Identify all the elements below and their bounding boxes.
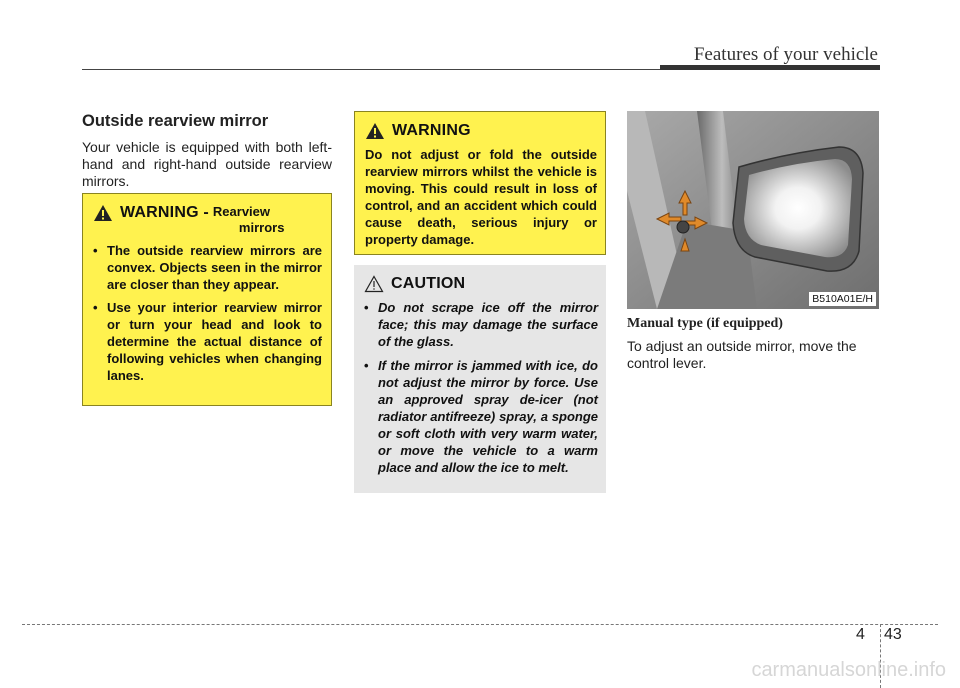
page-number: 43 xyxy=(884,626,902,643)
caution-header xyxy=(364,275,598,293)
header-rule-accent xyxy=(660,65,880,70)
warning-label: WARNING xyxy=(392,122,471,139)
caution-list xyxy=(364,299,598,476)
section-body: Your vehicle is equipped with both left-hand and right-hand outside rearview mirrors. xyxy=(82,139,332,189)
caution-box xyxy=(354,265,606,493)
warning-text: Do not adjust or fold the outside rearview mirrors whilst the vehicle is moving. This could result in loss of control, and an accident which could cause death, serious injury or property damage. xyxy=(365,147,597,247)
mirror-control-illustration xyxy=(627,111,879,309)
warning-list xyxy=(93,242,322,384)
warning-box-fold xyxy=(354,111,606,255)
watermark-text: carmanualsonline.info xyxy=(751,659,946,681)
warning-item: • The outside rearview mirrors are convex. Objects seen in the mirror are closer than they appear. xyxy=(93,242,322,293)
warning-subtitle-line2: mirrors xyxy=(238,220,285,235)
figure-code: B510A01E/H xyxy=(809,292,876,306)
section-title: Outside rearview mirror xyxy=(82,112,269,130)
warning-triangle-icon xyxy=(93,204,113,222)
manual-type-section xyxy=(627,316,879,372)
warning-header xyxy=(365,122,597,140)
outside-mirror-section xyxy=(82,112,332,190)
warning-header xyxy=(93,204,322,236)
warning-triangle-icon xyxy=(365,122,385,140)
warning-label: WARNING - xyxy=(120,204,209,221)
page-header-title: Features of your vehicle xyxy=(693,44,878,65)
caution-label: CAUTION xyxy=(391,275,466,292)
caution-triangle-icon xyxy=(364,275,384,293)
chapter-number: 4 xyxy=(856,626,865,643)
warning-box-rearview-mirrors xyxy=(82,193,332,406)
warning-subtitle xyxy=(213,204,285,236)
caution-item: • Do not scrape ice off the mirror face; this may damage the surface of the glass. xyxy=(364,299,598,350)
manual-type-body: To adjust an outside mirror, move the control lever. xyxy=(627,338,857,371)
manual-type-title: Manual type (if equipped) xyxy=(627,316,783,331)
footer-rule xyxy=(22,624,938,625)
caution-item: • If the mirror is jammed with ice, do not adjust the mirror by force. Use an approved spray de-icer (not radiator antifreeze) spray, a sponge or soft cloth with very warm water, or move the vehicle to a warm place and allow the ice to melt. xyxy=(364,357,598,476)
mirror-illustration xyxy=(627,111,879,309)
warning-item: • Use your interior rearview mirror or turn your head and look to determine the actual distance of following vehicles when changing lanes. xyxy=(93,299,322,384)
warning-subtitle-line1: Rearview xyxy=(212,204,270,219)
